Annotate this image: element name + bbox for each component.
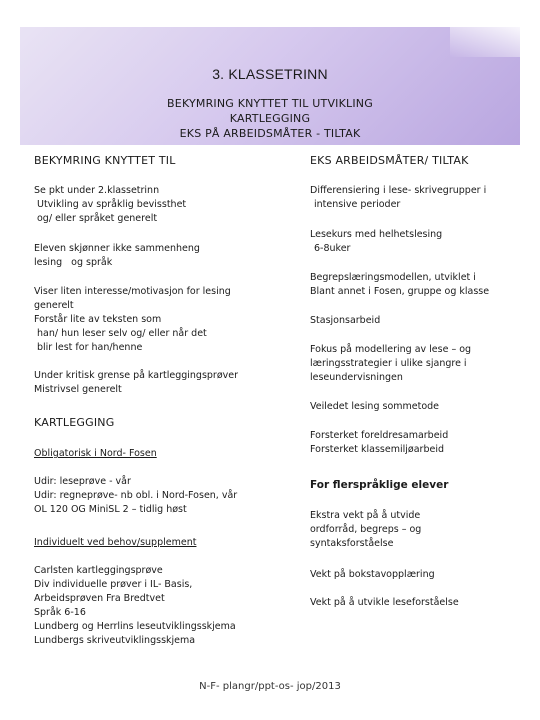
subtitle-line: KARTLEGGING bbox=[229, 112, 311, 125]
right-block-8 bbox=[310, 509, 421, 551]
text-line: Utvikling av språklig bevissthet bbox=[37, 199, 187, 210]
text-line: Lundberg og Herrlins leseutviklingsskjema bbox=[34, 621, 236, 632]
text-line: Under kritisk grense på kartleggingsprøver bbox=[34, 370, 239, 381]
right-block-3 bbox=[310, 271, 489, 299]
text-line: Fokus på modellering av lese – og bbox=[310, 344, 472, 355]
kartlegging-heading: KARTLEGGING bbox=[34, 416, 115, 429]
flersprak-heading: For flerspråklige elever bbox=[310, 479, 449, 491]
text-line: OL 120 OG MiniSL 2 – tidlig høst bbox=[34, 504, 187, 515]
text-line: leseundervisningen bbox=[310, 372, 403, 383]
right-block-2 bbox=[310, 228, 442, 256]
text-line: Blant annet i Fosen, gruppe og klasse bbox=[310, 286, 490, 297]
text-line: Differensiering i lese- skrivegrupper i bbox=[310, 185, 487, 196]
text-line: Forsterket foreldresamarbeid bbox=[310, 430, 449, 441]
text-line: Eleven skjønner ikke sammenheng bbox=[34, 243, 200, 254]
page-footer: N-F- plangr/ppt-os- jop/2013 bbox=[199, 681, 341, 692]
text-line: Stasjonsarbeid bbox=[310, 315, 381, 326]
right-block-1 bbox=[310, 184, 486, 212]
text-line: Veiledet lesing sommetode bbox=[310, 401, 440, 412]
text-line: Begrepslæringsmodellen, utviklet i bbox=[310, 272, 476, 283]
right-block-4 bbox=[310, 314, 380, 328]
left-block-concerns-2 bbox=[34, 242, 200, 270]
left-block-tests-2 bbox=[34, 564, 236, 648]
text-line: Div individuelle prøver i IL- Basis, bbox=[34, 579, 193, 590]
text-line: Ekstra vekt på å utvide bbox=[310, 510, 421, 521]
text-line: Se pkt under 2.klassetrinn bbox=[34, 185, 160, 196]
text-line: Lundbergs skriveutviklingsskjema bbox=[34, 635, 196, 646]
text-line: Forstår lite av teksten som bbox=[34, 314, 162, 325]
text-line: Arbeidsprøven Fra Bredtvet bbox=[34, 593, 165, 604]
text-line: Lesekurs med helhetslesing bbox=[310, 229, 443, 240]
left-column-heading: BEKYMRING KNYTTET TIL bbox=[34, 154, 176, 167]
individuelt-heading: Individuelt ved behov/supplement bbox=[34, 537, 197, 548]
text-line: Vekt på bokstavopplæring bbox=[310, 569, 435, 580]
text-line: Mistrivsel generelt bbox=[34, 384, 122, 395]
text-line: syntaksforståelse bbox=[310, 538, 394, 549]
text-line: læringsstrategier i ulike sjangre i bbox=[310, 358, 467, 369]
left-block-concerns-1 bbox=[34, 184, 186, 226]
subtitle-line: BEKYMRING KNYTTET TIL UTVIKLING bbox=[167, 97, 373, 110]
text-line: Språk 6-16 bbox=[34, 607, 86, 618]
right-block-6 bbox=[310, 400, 439, 414]
text-line: Udir: leseprøve - vår bbox=[34, 476, 131, 487]
right-block-9 bbox=[310, 568, 435, 582]
text-line: Viser liten interesse/motivasjon for lesing bbox=[34, 286, 231, 297]
text-line: generelt bbox=[34, 300, 74, 311]
text-line: han/ hun leser selv og/ eller når det bbox=[37, 328, 207, 339]
left-block-concerns-4 bbox=[34, 369, 238, 397]
text-line: Udir: regneprøve- nb obl. i Nord-Fosen, vår bbox=[34, 490, 238, 501]
text-line: Vekt på å utvikle leseforståelse bbox=[310, 597, 459, 608]
text-line: lesing og språk bbox=[34, 257, 113, 268]
right-block-10 bbox=[310, 596, 459, 610]
text-line: Carlsten kartleggingsprøve bbox=[34, 565, 163, 576]
text-line: intensive perioder bbox=[314, 199, 401, 210]
page-title: 3. KLASSETRINN bbox=[212, 66, 328, 82]
text-line: ordforråd, begreps – og bbox=[310, 524, 422, 535]
right-column-heading: EKS ARBEIDSMÅTER/ TILTAK bbox=[310, 154, 469, 167]
text-line: Forsterket klassemiljøarbeid bbox=[310, 444, 444, 455]
text-line: blir lest for han/henne bbox=[37, 342, 143, 353]
text-line: 6-8uker bbox=[314, 243, 351, 254]
obligatorisk-heading: Obligatorisk i Nord- Fosen bbox=[34, 448, 157, 459]
left-block-tests-1 bbox=[34, 475, 237, 517]
subtitle-line: EKS PÅ ARBEIDSMÅTER - TILTAK bbox=[179, 127, 361, 140]
text-line: og/ eller språket generelt bbox=[37, 213, 158, 224]
right-block-5 bbox=[310, 343, 471, 385]
right-block-7 bbox=[310, 429, 448, 457]
left-block-concerns-3 bbox=[34, 285, 231, 355]
